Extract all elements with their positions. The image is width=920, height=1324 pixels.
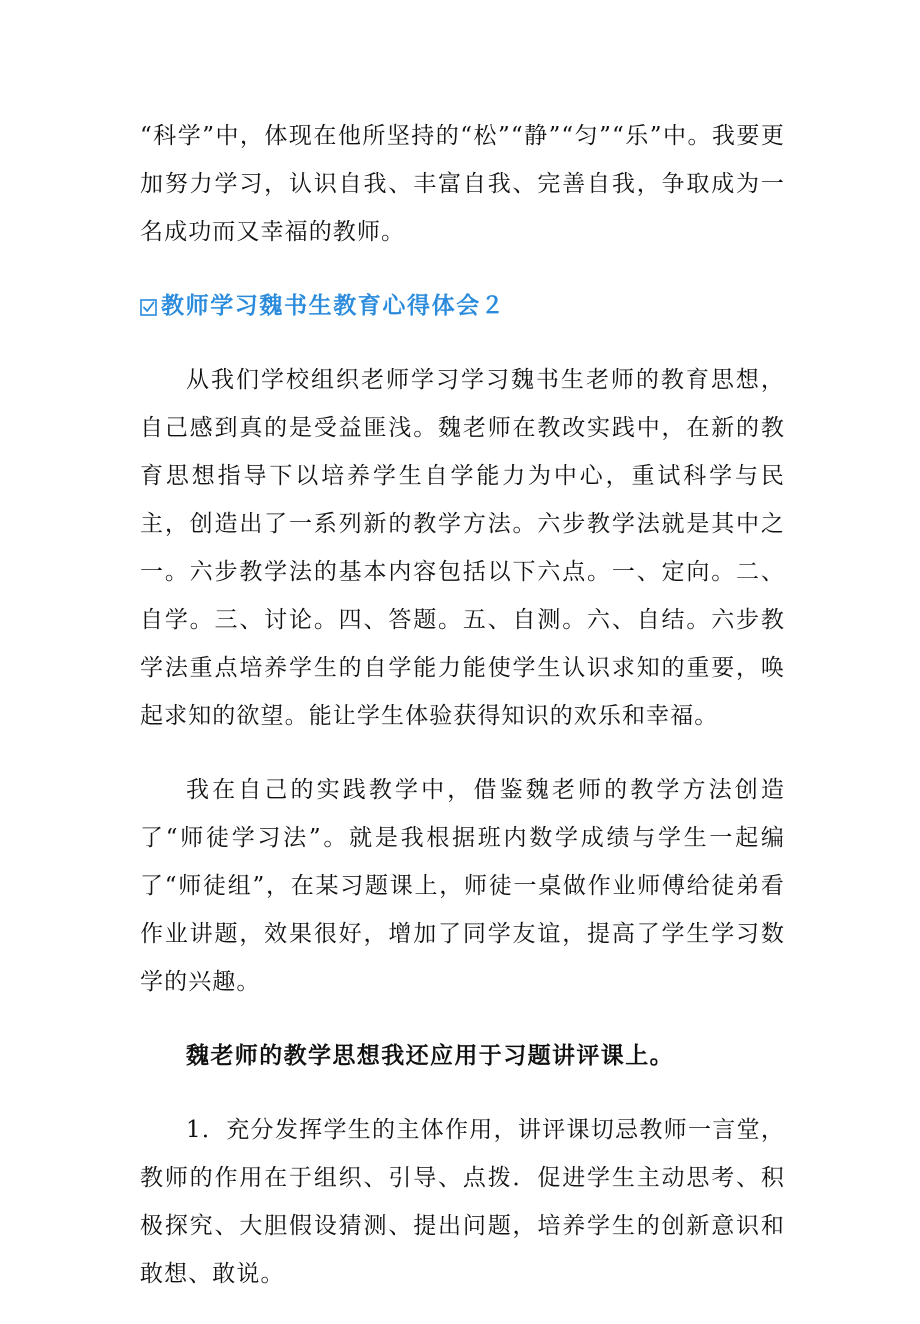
intro-paragraph: “科学”中，体现在他所坚持的“松”“静”“匀”“乐”中。我要更加努力学习，认识自我、丰富自我、完善自我，争取成为一名成功而又幸福的教师。 xyxy=(140,123,785,245)
bold-statement: 魏老师的教学思想我还应用于习题讲评课上。 xyxy=(186,1043,674,1069)
section-heading xyxy=(140,282,785,330)
numbered-paragraph-1: 1．充分发挥学生的主体作用，讲评课切忌教师一言堂，教师的作用在于组织、引导、点拨．促进学生主动思考、积极探究、大胆假设猜测、提出问题，培养学生的创新意识和敢想、敢说。 xyxy=(140,1117,785,1287)
paragraph-six-step-method: 从我们学校组织老师学习学习魏书生老师的教育思想，自己感到真的是受益匪浅。魏老师在教改实践中，在新的教育思想指导下以培养学生自学能力为中心，重试科学与民主，创造出了一系列新的教学方法。六步教学法就是其中之一。六步教学法的基本内容包括以下六点。一、定向。二、自学。三、讨论。四、答题。五、自测。六、自结。六步教学法重点培养学生的自学能力能使学生认识求知的重要，唤起求知的欲望。能让学生体验获得知识的欢乐和幸福。 xyxy=(140,367,785,729)
paragraph-mentor-learning: 我在自己的实践教学中，借鉴魏老师的教学方法创造了“师徒学习法”。就是我根据班内数学成绩与学生一起编了“师徒组”，在某习题课上，师徒一桌做作业师傅给徒弟看作业讲题，效果很好，增加了同学友谊，提高了学生学习数学的兴趣。 xyxy=(140,777,785,995)
section-heading-text: 教师学习魏书生教育心得体会２ xyxy=(161,293,506,319)
document-body xyxy=(140,112,785,1324)
checkbox-checked-icon xyxy=(140,299,157,316)
